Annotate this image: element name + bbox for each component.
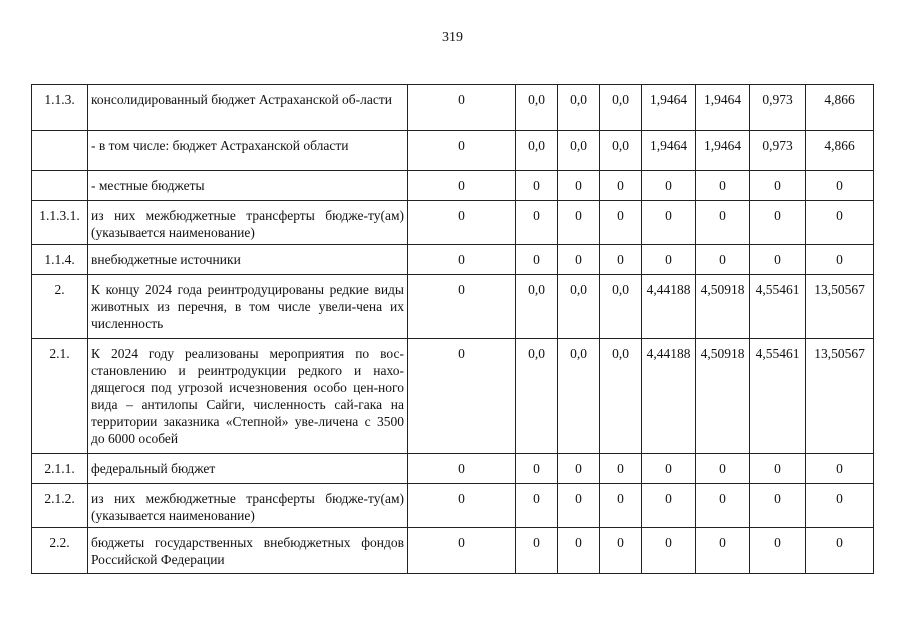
value-cell: 0 xyxy=(806,528,874,574)
value-cell: 0,0 xyxy=(516,131,558,171)
table-row xyxy=(32,454,874,484)
table-row xyxy=(32,339,874,454)
value-cell: 0 xyxy=(516,201,558,245)
value-cell: 0 xyxy=(408,245,516,275)
value-cell: 0 xyxy=(642,171,696,201)
value-cell: 0 xyxy=(516,454,558,484)
value-cell: 0,0 xyxy=(516,339,558,454)
value-cell: 4,44188 xyxy=(642,275,696,339)
value-cell: 0 xyxy=(750,201,806,245)
value-cell: 0,0 xyxy=(600,85,642,131)
row-number: 2.1.1. xyxy=(32,454,88,484)
value-cell: 0,0 xyxy=(558,85,600,131)
table-row xyxy=(32,201,874,245)
value-cell: 0 xyxy=(806,245,874,275)
row-number: 2.1. xyxy=(32,339,88,454)
value-cell: 0 xyxy=(696,201,750,245)
value-cell: 0 xyxy=(750,528,806,574)
row-number: 1.1.3. xyxy=(32,85,88,131)
table-row xyxy=(32,275,874,339)
budget-table xyxy=(31,84,874,574)
row-number: 1.1.3.1. xyxy=(32,201,88,245)
value-cell: 0 xyxy=(600,245,642,275)
value-cell: 0 xyxy=(558,201,600,245)
value-cell: 1,9464 xyxy=(696,131,750,171)
value-cell: 13,50567 xyxy=(806,339,874,454)
row-description: - местные бюджеты xyxy=(88,171,408,201)
value-cell: 0 xyxy=(642,454,696,484)
value-cell: 0 xyxy=(558,454,600,484)
row-number: 2.2. xyxy=(32,528,88,574)
value-cell: 0 xyxy=(408,275,516,339)
value-cell: 0 xyxy=(600,454,642,484)
row-description: - в том числе: бюджет Астраханской области xyxy=(88,131,408,171)
value-cell: 0,0 xyxy=(600,275,642,339)
value-cell: 0 xyxy=(408,454,516,484)
value-cell: 0 xyxy=(696,484,750,528)
row-description: бюджеты государственных внебюджетных фондов Российской Федерации xyxy=(88,528,408,574)
value-cell: 0,0 xyxy=(600,131,642,171)
table-row xyxy=(32,171,874,201)
value-cell: 0 xyxy=(642,245,696,275)
value-cell: 0 xyxy=(516,484,558,528)
row-number xyxy=(32,171,88,201)
row-number: 2.1.2. xyxy=(32,484,88,528)
value-cell: 0,0 xyxy=(558,275,600,339)
value-cell: 0 xyxy=(642,201,696,245)
value-cell: 1,9464 xyxy=(696,85,750,131)
value-cell: 4,50918 xyxy=(696,275,750,339)
value-cell: 0 xyxy=(642,528,696,574)
value-cell: 0 xyxy=(696,454,750,484)
value-cell: 4,50918 xyxy=(696,339,750,454)
value-cell: 0 xyxy=(558,171,600,201)
row-description: из них межбюджетные трансферты бюдже-ту(ам) (указывается наименование) xyxy=(88,484,408,528)
row-number: 2. xyxy=(32,275,88,339)
value-cell: 0 xyxy=(696,245,750,275)
page-number: 319 xyxy=(442,30,463,45)
table-row xyxy=(32,131,874,171)
table-row xyxy=(32,528,874,574)
value-cell: 0 xyxy=(696,171,750,201)
value-cell: 0 xyxy=(696,528,750,574)
row-description: федеральный бюджет xyxy=(88,454,408,484)
value-cell: 0 xyxy=(558,528,600,574)
value-cell: 1,9464 xyxy=(642,131,696,171)
value-cell: 4,55461 xyxy=(750,275,806,339)
value-cell: 0,0 xyxy=(558,339,600,454)
value-cell: 0 xyxy=(806,171,874,201)
value-cell: 0 xyxy=(408,201,516,245)
value-cell: 0 xyxy=(516,528,558,574)
row-description: внебюджетные источники xyxy=(88,245,408,275)
row-number xyxy=(32,131,88,171)
value-cell: 0 xyxy=(750,454,806,484)
table-row xyxy=(32,85,874,131)
row-description: К концу 2024 года реинтродуцированы редкие виды животных из перечня, в том числе увели-чена их численность xyxy=(88,275,408,339)
value-cell: 0 xyxy=(558,245,600,275)
value-cell: 0 xyxy=(408,85,516,131)
value-cell: 0 xyxy=(600,528,642,574)
value-cell: 0,0 xyxy=(558,131,600,171)
table-row xyxy=(32,484,874,528)
value-cell: 0 xyxy=(750,245,806,275)
value-cell: 4,44188 xyxy=(642,339,696,454)
value-cell: 0 xyxy=(516,171,558,201)
value-cell: 0 xyxy=(750,171,806,201)
value-cell: 0,973 xyxy=(750,85,806,131)
row-description: из них межбюджетные трансферты бюдже-ту(ам) (указывается наименование) xyxy=(88,201,408,245)
row-description: консолидированный бюджет Астраханской об-ласти xyxy=(88,85,408,131)
value-cell: 0,0 xyxy=(600,339,642,454)
value-cell: 0,0 xyxy=(516,85,558,131)
value-cell: 0,0 xyxy=(516,275,558,339)
value-cell: 0,973 xyxy=(750,131,806,171)
row-number: 1.1.4. xyxy=(32,245,88,275)
value-cell: 0 xyxy=(806,201,874,245)
value-cell: 0 xyxy=(408,131,516,171)
value-cell: 0 xyxy=(642,484,696,528)
table-row xyxy=(32,245,874,275)
value-cell: 0 xyxy=(408,339,516,454)
value-cell: 0 xyxy=(806,454,874,484)
table-body xyxy=(32,85,874,574)
value-cell: 13,50567 xyxy=(806,275,874,339)
value-cell: 0 xyxy=(600,201,642,245)
value-cell: 4,866 xyxy=(806,85,874,131)
value-cell: 0 xyxy=(806,484,874,528)
value-cell: 0 xyxy=(408,484,516,528)
value-cell: 0 xyxy=(558,484,600,528)
value-cell: 1,9464 xyxy=(642,85,696,131)
value-cell: 0 xyxy=(408,528,516,574)
value-cell: 0 xyxy=(600,484,642,528)
value-cell: 0 xyxy=(408,171,516,201)
value-cell: 4,55461 xyxy=(750,339,806,454)
value-cell: 0 xyxy=(516,245,558,275)
row-description: К 2024 году реализованы мероприятия по вос-становлению и реинтродукции редкого и нахо-дящегося под угрозой исчезновения особо цен-ного вида – антилопы Сайги, численность сай-гака на территории заказника «Степной» уве-личена с 3500 до 6000 особей xyxy=(88,339,408,454)
value-cell: 0 xyxy=(750,484,806,528)
value-cell: 4,866 xyxy=(806,131,874,171)
value-cell: 0 xyxy=(600,171,642,201)
